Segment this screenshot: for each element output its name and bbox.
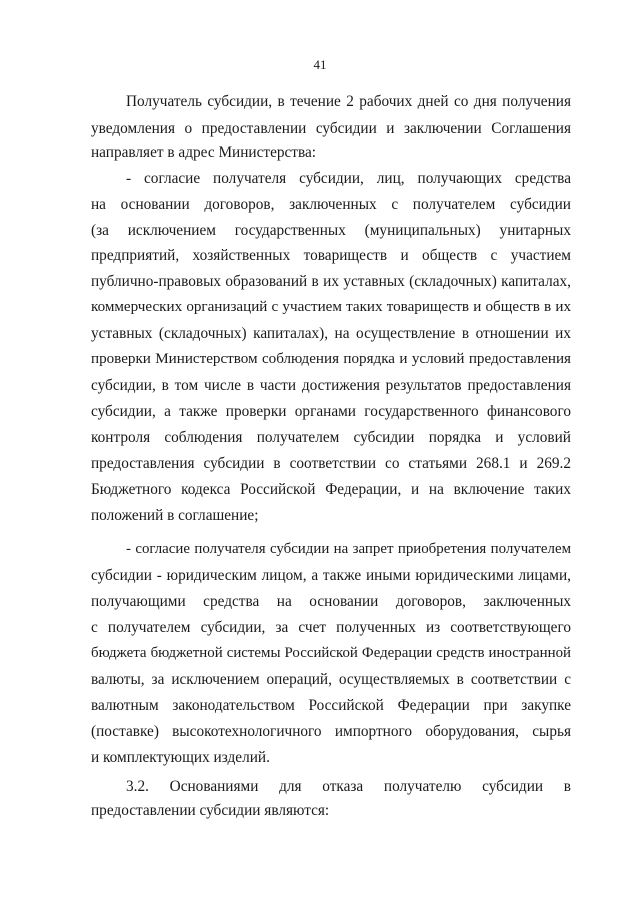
text-line: валюты, за исключением операций, осуществляемых в соответствии с bbox=[91, 671, 571, 688]
text-line: бюджета бюджетной системы Российской Федерации средств иностранной bbox=[91, 645, 571, 661]
text-line: проверки Министерством соблюдения порядка и условий предоставления bbox=[91, 351, 571, 367]
text-line: получающими средства на основании договоров, заключенных bbox=[91, 593, 571, 610]
text-line: на основании договоров, заключенных с получателем субсидии bbox=[91, 196, 571, 213]
text-line: публично-правовых образований в их уставных (складочных) капиталах, bbox=[91, 273, 571, 290]
text-line: предоставлении субсидии являются: bbox=[91, 802, 330, 819]
text-line: положений в соглашение; bbox=[91, 507, 259, 524]
text-line: валютным законодательством Российской Федерации при закупке bbox=[91, 697, 571, 714]
text-line: коммерческих организаций с участием таких товариществ и обществ в их bbox=[91, 299, 571, 315]
text-line: (за исключением государственных (муниципальных) унитарных bbox=[91, 222, 571, 239]
text-line: (поставке) высокотехнологичного импортного оборудования, сырья bbox=[91, 723, 571, 740]
text-line: контроля соблюдения получателем субсидии порядка и условий bbox=[91, 429, 571, 446]
text-line: предприятий, хозяйственных товариществ и обществ с участием bbox=[91, 247, 571, 264]
text-line: субсидии, в том числе в части достижения результатов предоставления bbox=[91, 377, 571, 394]
text-line: предоставления субсидии в соответствии со статьями 268.1 и 269.2 bbox=[91, 455, 571, 472]
text-line: и комплектующих изделий. bbox=[91, 749, 270, 766]
text-line: с получателем субсидии, за счет полученных из соответствующего bbox=[91, 619, 571, 636]
text-line: Бюджетного кодекса Российской Федерации, и на включение таких bbox=[91, 481, 571, 498]
page-number: 41 bbox=[313, 57, 327, 72]
text-line: субсидии, а также проверки органами государственного финансового bbox=[91, 403, 571, 420]
text-line: - согласие получателя субсидии на запрет приобретения получателем bbox=[126, 541, 571, 557]
text-line: - согласие получателя субсидии, лиц, получающих средства bbox=[126, 170, 571, 187]
text-line: Получатель субсидии, в течение 2 рабочих дней со дня получения bbox=[126, 93, 571, 110]
text-line: уведомления о предоставлении субсидии и заключении Соглашения bbox=[91, 120, 571, 137]
text-line: 3.2. Основаниями для отказа получателю субсидии в bbox=[126, 778, 571, 795]
text-line: субсидии - юридическим лицом, а также иными юридическими лицами, bbox=[91, 567, 571, 584]
text-line: направляет в адрес Министерства: bbox=[91, 144, 317, 161]
text-line: уставных (складочных) капиталах), на осуществление в отношении их bbox=[91, 325, 571, 342]
